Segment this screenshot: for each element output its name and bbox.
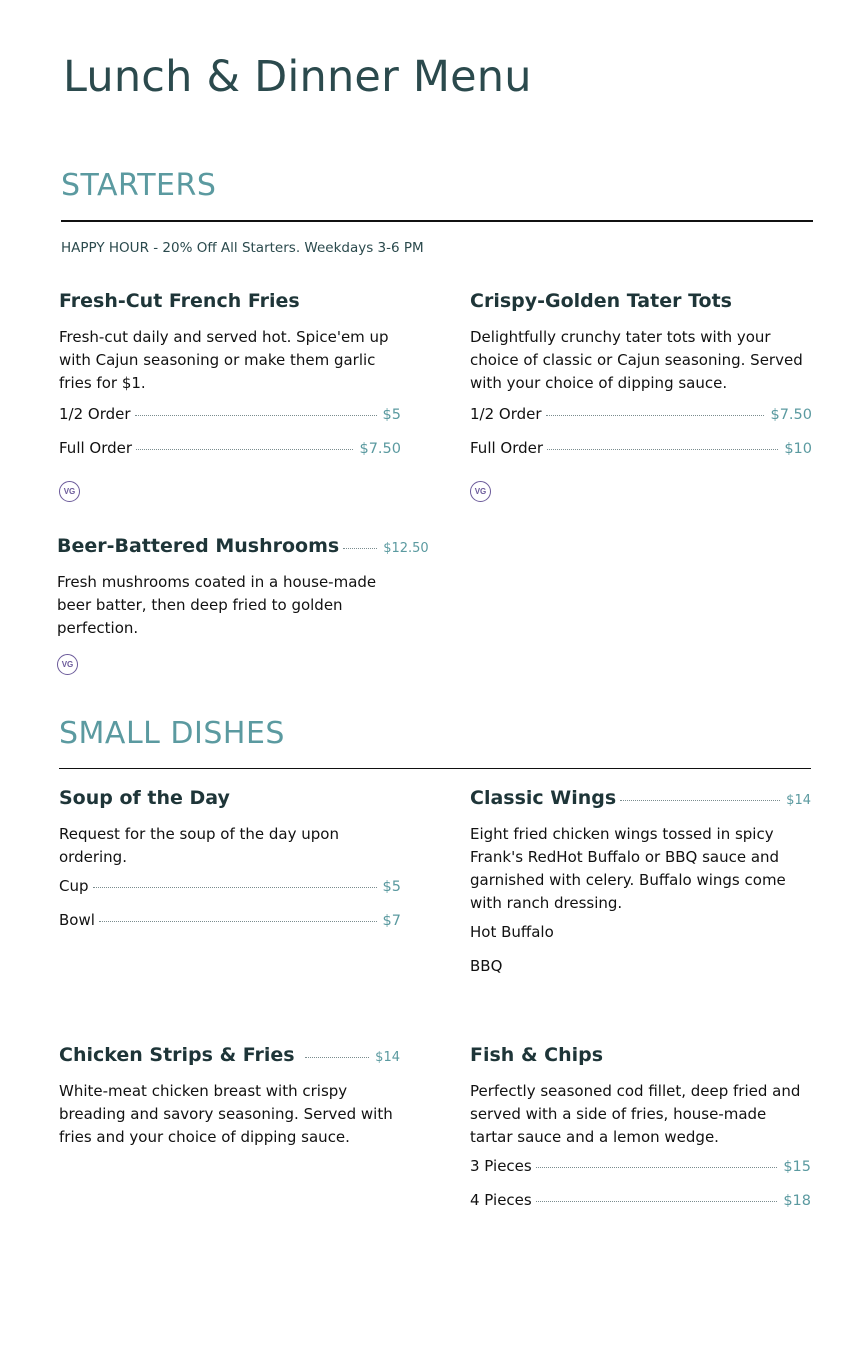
price-option-row xyxy=(59,405,401,439)
option-label: Full Order xyxy=(470,439,544,457)
item-description: Fresh-cut daily and served hot. Spice'em up with Cajun seasoning or make them garlic fries for $1. xyxy=(59,328,389,392)
menu-item-fish-and-chips xyxy=(470,1044,811,1225)
price-option-row xyxy=(470,1157,811,1191)
dot-leader xyxy=(536,1167,778,1168)
option-price: $7 xyxy=(382,913,401,929)
dot-leader xyxy=(305,1057,370,1058)
menu-item-tater-tots xyxy=(470,290,812,502)
section-heading-small-dishes: SMALL DISHES xyxy=(59,716,285,751)
dot-leader xyxy=(620,800,780,801)
option-price: $7.50 xyxy=(359,441,401,457)
option-label: Bowl xyxy=(59,911,95,929)
item-name: Chicken Strips & Fries xyxy=(59,1044,295,1066)
price-option-row xyxy=(470,405,812,439)
option-label: Full Order xyxy=(59,439,133,457)
price-option-row xyxy=(470,439,812,473)
dot-leader xyxy=(99,921,377,922)
option-label: Cup xyxy=(59,877,89,895)
option-price: $5 xyxy=(382,879,401,895)
price-option-row xyxy=(59,877,401,911)
menu-item-mushrooms xyxy=(57,535,429,675)
item-name: Fish & Chips xyxy=(470,1044,604,1066)
vegetarian-badge-icon: VG xyxy=(57,654,78,675)
option-label: 1/2 Order xyxy=(470,405,542,423)
page-title: Lunch & Dinner Menu xyxy=(63,52,532,102)
item-name: Fresh-Cut French Fries xyxy=(59,290,300,312)
price-option-row xyxy=(470,1191,811,1225)
option-label: 3 Pieces xyxy=(470,1157,532,1175)
item-description: Request for the soup of the day upon ordering. xyxy=(59,825,339,866)
section-divider xyxy=(59,768,811,769)
item-price: $14 xyxy=(375,1050,400,1065)
option-price: $15 xyxy=(783,1159,811,1175)
menu-item-french-fries xyxy=(59,290,401,502)
menu-item-chicken-strips xyxy=(59,1044,400,1149)
item-price: $14 xyxy=(786,793,811,808)
section-divider xyxy=(61,220,813,222)
menu-item-classic-wings xyxy=(470,787,811,991)
item-description: Delightfully crunchy tater tots with your choice of classic or Cajun seasoning. Served with your choice of dipping sauce. xyxy=(470,328,803,392)
item-name: Crispy-Golden Tater Tots xyxy=(470,290,732,312)
vegetarian-badge-icon: VG xyxy=(470,481,491,502)
happy-hour-note: HAPPY HOUR - 20% Off All Starters. Weekdays 3-6 PM xyxy=(61,240,424,256)
dot-leader xyxy=(136,449,353,450)
option-price: $7.50 xyxy=(770,407,812,423)
dot-leader xyxy=(547,449,778,450)
item-name: Soup of the Day xyxy=(59,787,230,809)
item-name: Beer-Battered Mushrooms xyxy=(57,535,340,557)
menu-item-soup xyxy=(59,787,401,945)
option-price: $5 xyxy=(382,407,401,423)
item-description: Fresh mushrooms coated in a house-made beer batter, then deep fried to golden perfection. xyxy=(57,573,377,637)
item-price: $12.50 xyxy=(383,541,429,556)
option-label: 1/2 Order xyxy=(59,405,131,423)
price-option-row xyxy=(59,911,401,945)
dot-leader xyxy=(546,415,765,416)
sauce-option: BBQ xyxy=(470,957,503,975)
option-label: 4 Pieces xyxy=(470,1191,532,1209)
option-price: $18 xyxy=(783,1193,811,1209)
item-description: Perfectly seasoned cod fillet, deep fried and served with a side of fries, house-made tartar sauce and a lemon wedge. xyxy=(470,1082,801,1146)
dot-leader xyxy=(343,548,377,549)
price-option-row xyxy=(59,439,401,473)
vegetarian-badge-icon: VG xyxy=(59,481,80,502)
dot-leader xyxy=(93,887,377,888)
dot-leader xyxy=(536,1201,778,1202)
item-description: White-meat chicken breast with crispy breading and savory seasoning. Served with fries and your choice of dipping sauce. xyxy=(59,1082,393,1146)
section-heading-starters: STARTERS xyxy=(61,168,217,203)
item-name: Classic Wings xyxy=(470,787,617,809)
dot-leader xyxy=(135,415,377,416)
sauce-option: Hot Buffalo xyxy=(470,923,554,941)
option-price: $10 xyxy=(784,441,812,457)
item-description: Eight fried chicken wings tossed in spicy Frank's RedHot Buffalo or BBQ sauce and garnished with celery. Buffalo wings come with ranch dressing. xyxy=(470,825,786,912)
